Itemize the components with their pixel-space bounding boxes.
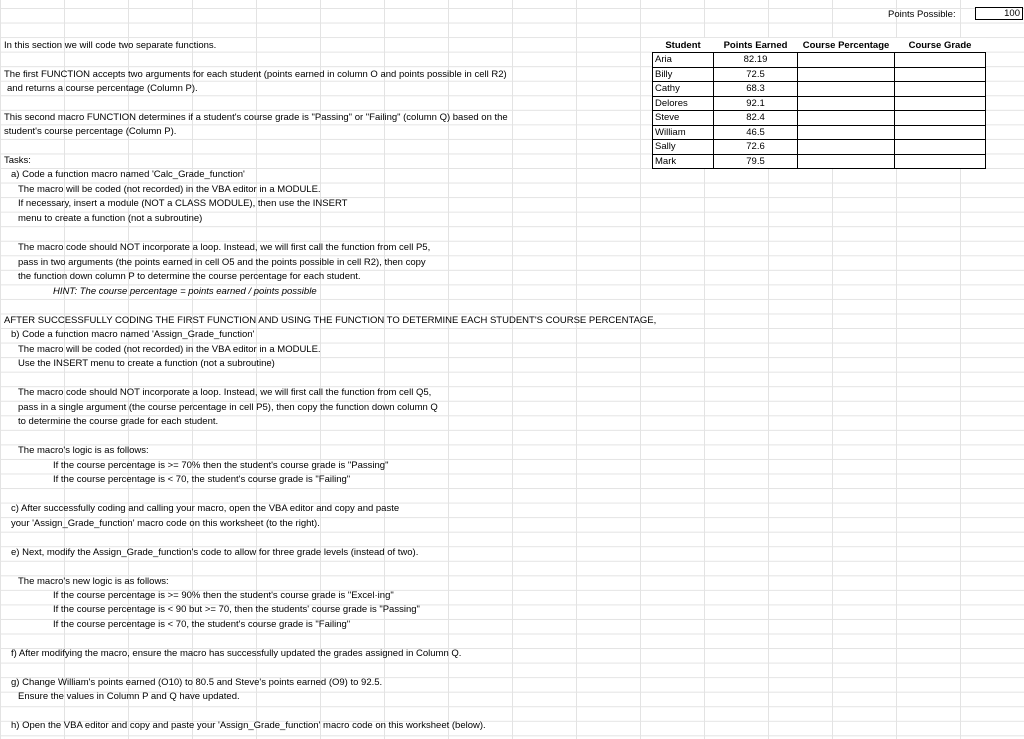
task-a-line-4: menu to create a function (not a subroutine) <box>18 213 203 224</box>
second-function-line-2: student's course percentage (Column P). <box>4 126 177 137</box>
points-possible-cell[interactable]: 100 <box>975 7 1023 20</box>
student-name-cell[interactable]: Mark <box>653 154 714 169</box>
task-b-line-4: The macro code should NOT incorporate a loop. Instead, we will first call the function from cell Q5, <box>18 387 432 398</box>
points-earned-cell[interactable]: 68.3 <box>714 82 798 97</box>
course-percentage-cell[interactable] <box>798 82 895 97</box>
course-grade-cell[interactable] <box>895 125 986 140</box>
course-grade-cell[interactable] <box>895 96 986 111</box>
points-possible-label: Points Possible: <box>888 9 956 20</box>
task-g-line-2: Ensure the values in Column P and Q have updated. <box>18 691 240 702</box>
logic-line-1: If the course percentage is >= 70% then the student's course grade is "Passing" <box>53 460 389 471</box>
new-logic-line-3: If the course percentage is < 70, the student's course grade is "Failing" <box>53 619 351 630</box>
table-row <box>653 67 986 82</box>
task-a-line-5: The macro code should NOT incorporate a loop. Instead, we will first call the function from cell P5, <box>18 242 431 253</box>
task-b-line-6: to determine the course grade for each student. <box>18 416 219 427</box>
after-heading: AFTER SUCCESSFULLY CODING THE FIRST FUNCTION AND USING THE FUNCTION TO DETERMINE EACH STUDENT'S COURSE PERCENTAGE, <box>4 315 657 326</box>
student-name-cell[interactable]: Aria <box>653 53 714 68</box>
points-earned-cell[interactable]: 72.5 <box>714 67 798 82</box>
first-function-line-2: and returns a course percentage (Column P). <box>7 83 198 94</box>
new-logic-line-2: If the course percentage is < 90 but >= 70, then the students' course grade is "Passing" <box>53 604 420 615</box>
student-name-cell[interactable]: Steve <box>653 111 714 126</box>
points-earned-cell[interactable]: 79.5 <box>714 154 798 169</box>
table-row <box>653 82 986 97</box>
course-percentage-cell[interactable] <box>798 96 895 111</box>
logic-line-2: If the course percentage is < 70, the student's course grade is "Failing" <box>53 474 351 485</box>
course-grade-cell[interactable] <box>895 154 986 169</box>
task-h-line-1: h) Open the VBA editor and copy and paste your 'Assign_Grade_function' macro code on this worksheet (below). <box>11 720 486 731</box>
second-function-line-1: This second macro FUNCTION determines if a student's course grade is "Passing" or "Failing" (column Q) based on the <box>4 112 508 123</box>
task-b-line-3: Use the INSERT menu to create a function (not a subroutine) <box>18 358 275 369</box>
tasks-heading: Tasks: <box>4 155 31 166</box>
header-student: Student <box>653 38 714 53</box>
course-grade-cell[interactable] <box>895 140 986 155</box>
course-grade-cell[interactable] <box>895 82 986 97</box>
course-percentage-cell[interactable] <box>798 111 895 126</box>
task-g-line-1: g) Change William's points earned (O10) to 80.5 and Steve's points earned (O9) to 92.5. <box>11 677 383 688</box>
grades-table <box>652 38 986 169</box>
task-a-line-6: pass in two arguments (the points earned in cell O5 and the points possible in cell R2), then copy <box>18 257 426 268</box>
logic-title: The macro's logic is as follows: <box>18 445 149 456</box>
task-b-line-2: The macro will be coded (not recorded) in the VBA editor in a MODULE. <box>18 344 321 355</box>
student-name-cell[interactable]: Sally <box>653 140 714 155</box>
task-c-line-1: c) After successfully coding and calling your macro, open the VBA editor and copy and paste <box>11 503 400 514</box>
task-b-line-5: pass in a single argument (the course percentage in cell P5), then copy the function down column Q <box>18 402 438 413</box>
points-earned-cell[interactable]: 92.1 <box>714 96 798 111</box>
intro-text: In this section we will code two separate functions. <box>4 40 217 51</box>
first-function-line-1: The first FUNCTION accepts two arguments for each student (points earned in column O and points possible in cell R2) <box>4 69 507 80</box>
table-row <box>653 154 986 169</box>
table-row <box>653 96 986 111</box>
student-name-cell[interactable]: Cathy <box>653 82 714 97</box>
course-grade-cell[interactable] <box>895 53 986 68</box>
table-row <box>653 53 986 68</box>
task-a-line-2: The macro will be coded (not recorded) in the VBA editor in a MODULE. <box>18 184 321 195</box>
course-percentage-cell[interactable] <box>798 140 895 155</box>
table-header-row <box>653 38 986 53</box>
student-name-cell[interactable]: Delores <box>653 96 714 111</box>
new-logic-title: The macro's new logic is as follows: <box>18 576 169 587</box>
table-row <box>653 111 986 126</box>
course-percentage-cell[interactable] <box>798 154 895 169</box>
course-grade-cell[interactable] <box>895 111 986 126</box>
table-row <box>653 140 986 155</box>
points-earned-cell[interactable]: 82.4 <box>714 111 798 126</box>
header-points-earned: Points Earned <box>714 38 798 53</box>
student-name-cell[interactable]: Billy <box>653 67 714 82</box>
task-b-line-1: b) Code a function macro named 'Assign_Grade_function' <box>11 329 255 340</box>
header-course-grade: Course Grade <box>895 38 986 53</box>
header-course-percentage: Course Percentage <box>798 38 895 53</box>
task-a-line-1: a) Code a function macro named 'Calc_Grade_function' <box>11 169 245 180</box>
student-name-cell[interactable]: William <box>653 125 714 140</box>
points-earned-cell[interactable]: 82.19 <box>714 53 798 68</box>
table-row <box>653 125 986 140</box>
course-percentage-cell[interactable] <box>798 125 895 140</box>
task-a-line-7: the function down column P to determine the course percentage for each student. <box>18 271 361 282</box>
points-earned-cell[interactable]: 72.6 <box>714 140 798 155</box>
course-percentage-cell[interactable] <box>798 53 895 68</box>
task-c-line-2: your 'Assign_Grade_function' macro code on this worksheet (to the right). <box>11 518 320 529</box>
course-grade-cell[interactable] <box>895 67 986 82</box>
hint-text: HINT: The course percentage = points earned / points possible <box>53 286 317 297</box>
course-percentage-cell[interactable] <box>798 67 895 82</box>
task-f-line-1: f) After modifying the macro, ensure the macro has successfully updated the grades assigned in Column Q. <box>11 648 462 659</box>
task-e-line-1: e) Next, modify the Assign_Grade_function's code to allow for three grade levels (instead of two). <box>11 547 419 558</box>
new-logic-line-1: If the course percentage is >= 90% then the student's course grade is "Excel·ing" <box>53 590 394 601</box>
task-a-line-3: If necessary, insert a module (NOT a CLASS MODULE), then use the INSERT <box>18 198 348 209</box>
points-earned-cell[interactable]: 46.5 <box>714 125 798 140</box>
